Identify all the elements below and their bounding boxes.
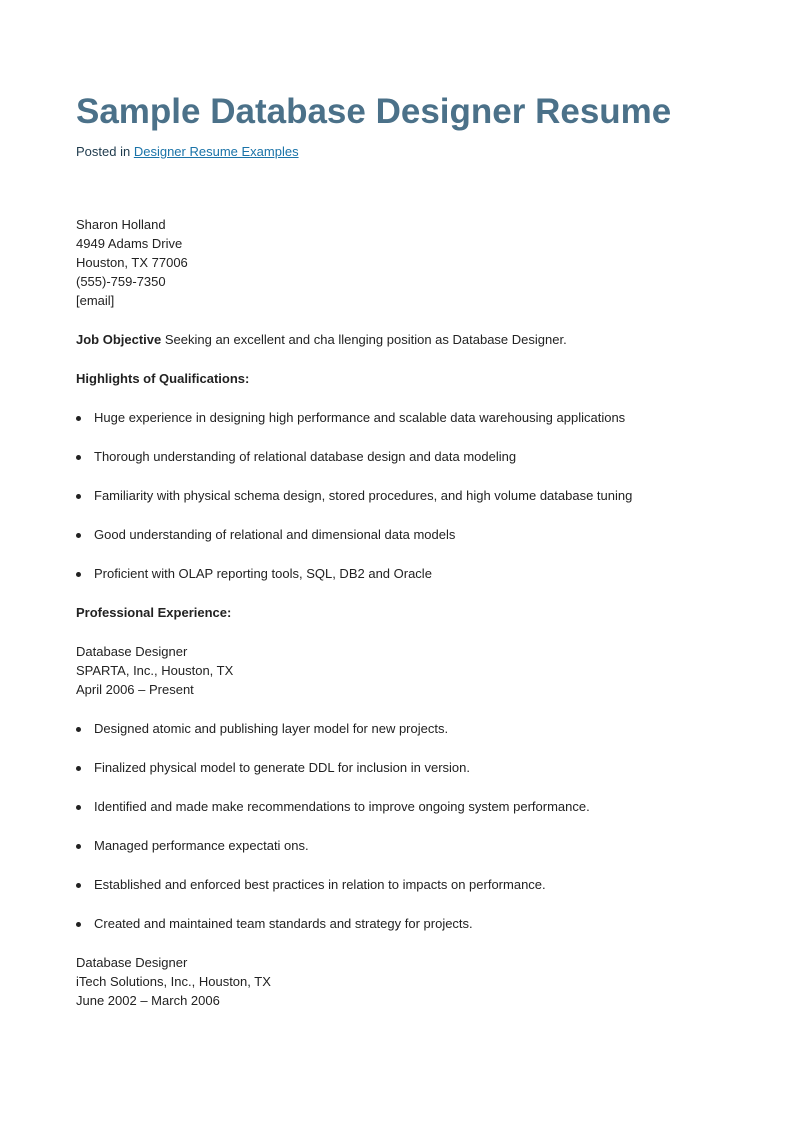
contact-city: Houston, TX 77006	[76, 255, 188, 270]
bullet-icon	[76, 533, 81, 538]
page-title: Sample Database Designer Resume	[76, 92, 672, 131]
contact-phone: (555)-759-7350	[76, 274, 166, 289]
job-company: iTech Solutions, Inc., Houston, TX	[76, 974, 271, 989]
contact-name: Sharon Holland	[76, 217, 166, 232]
list-item-text: Thorough understanding of relational database design and data modeling	[94, 449, 517, 464]
list-item-text: Identified and made make recommendations to improve ongoing system performance.	[94, 799, 590, 814]
list-item-text: Good understanding of relational and dimensional data models	[94, 527, 456, 542]
contact-email: [email]	[76, 293, 115, 308]
job-dates: June 2002 – March 2006	[76, 993, 220, 1008]
posted-prefix: Posted in	[76, 144, 134, 159]
job-objective	[76, 331, 567, 349]
list-item-text: Proficient with OLAP reporting tools, SQL, DB2 and Oracle	[94, 566, 432, 581]
list-item-text: Created and maintained team standards and strategy for projects.	[94, 916, 473, 931]
objective-label: Job Objective	[76, 332, 162, 347]
bullet-icon	[76, 494, 81, 499]
list-item-text: Finalized physical model to generate DDL for inclusion in version.	[94, 760, 470, 775]
bullet-icon	[76, 416, 81, 421]
list-item-text: Familiarity with physical schema design, stored procedures, and high volume database tuning	[94, 488, 633, 503]
list-item-text: Huge experience in designing high performance and scalable data warehousing applications	[94, 410, 626, 425]
highlights-heading: Highlights of Qualifications:	[76, 371, 250, 386]
bullet-icon	[76, 455, 81, 460]
job-title: Database Designer	[76, 644, 188, 659]
bullet-icon	[76, 766, 81, 771]
list-item-text: Designed atomic and publishing layer model for new projects.	[94, 721, 449, 736]
job-dates: April 2006 – Present	[76, 682, 194, 697]
contact-street: 4949 Adams Drive	[76, 236, 183, 251]
list-item-text: Managed performance expectati ons.	[94, 838, 309, 853]
bullet-icon	[76, 727, 81, 732]
job-company: SPARTA, Inc., Houston, TX	[76, 663, 234, 678]
experience-heading: Professional Experience:	[76, 605, 232, 620]
bullet-icon	[76, 572, 81, 577]
list-item-text: Established and enforced best practices in relation to impacts on performance.	[94, 877, 546, 892]
posted-in-line	[76, 143, 299, 161]
bullet-icon	[76, 805, 81, 810]
objective-text: Seeking an excellent and cha llenging position as Database Designer.	[161, 332, 567, 347]
category-link[interactable]: Designer Resume Examples	[133, 144, 299, 159]
bullet-icon	[76, 844, 81, 849]
bullet-icon	[76, 883, 81, 888]
job-title: Database Designer	[76, 955, 188, 970]
bullet-icon	[76, 922, 81, 927]
